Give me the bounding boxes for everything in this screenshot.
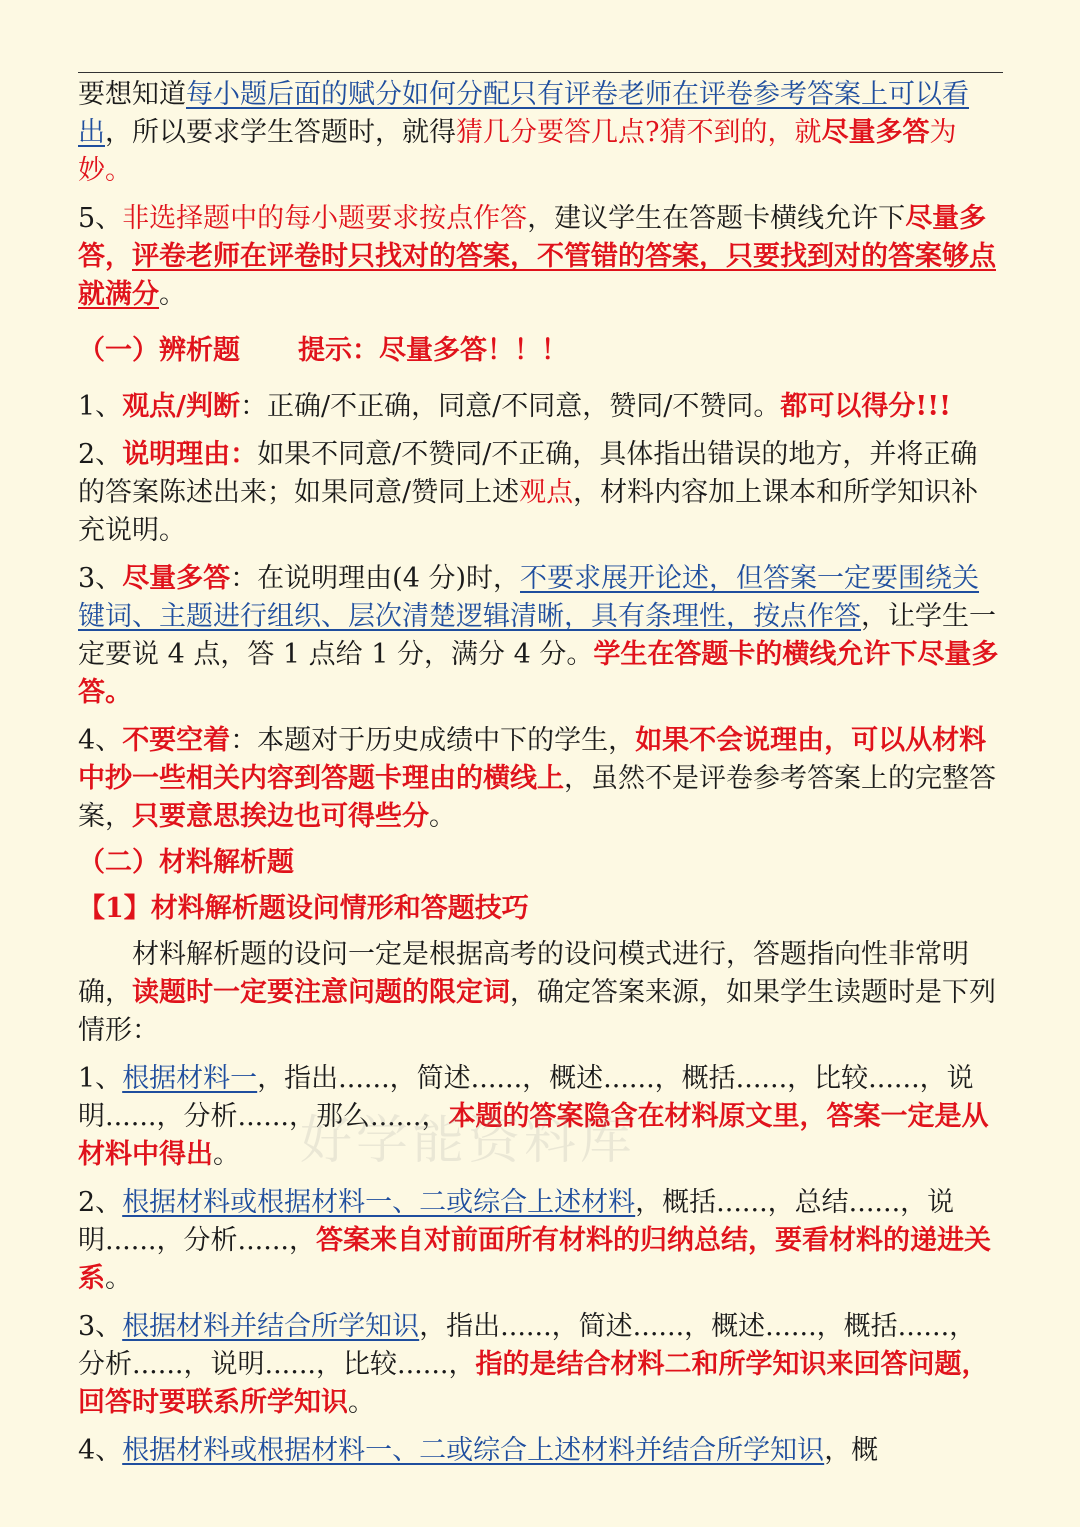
section-heading-cailiao: （二）材料解析题: [78, 847, 294, 878]
red-text: 非选择题中的每小题要求按点作答: [122, 203, 528, 234]
red-underlined-text: 评卷老师在评卷时只找对的答案，不管错的答案，只要找到对的答案够点就满分: [78, 241, 996, 310]
red-text: 为妙。: [78, 117, 957, 186]
text: ，确定答案来源，如果学生读题时是下列情形：: [78, 977, 996, 1046]
heading-tip: 提示：尽量多答！！！: [298, 335, 568, 366]
top-rule: [78, 72, 1003, 73]
red-bold-text: 尽量多答，: [78, 203, 987, 272]
red-bold-text: 本题的答案隐含在材料原文里，答案一定是从材料中得出: [78, 1101, 989, 1170]
red-text: 观点: [519, 477, 574, 508]
red-text: 猜几分要答几点?猜不到的，就: [456, 117, 822, 148]
underlined-text: 根据材料或根据材料一、二或综合上述材料: [122, 1187, 636, 1218]
text: ，概: [824, 1435, 879, 1466]
red-bold-text: 答案来自对前面所有材料的归纳总结，要看材料的递进关系: [78, 1225, 991, 1294]
item-number: 3、: [78, 1311, 123, 1342]
section-heading-bianxi: [78, 332, 1003, 370]
heading-text: （一）辨析题: [78, 335, 240, 366]
red-bold-text: 观点/判断: [122, 391, 241, 422]
underlined-text: 不要求展开论述，但答案一定要围绕关键词、主题进行组织、层次清楚逻辑清晰，具有条理性，按点作答: [78, 563, 980, 632]
material-item-3: [78, 1308, 1003, 1422]
item-number: 2、: [78, 439, 123, 470]
list-item-3: [78, 560, 1003, 712]
red-bold-text: 指的是结合材料二和所学知识来回答问题，回答时要联系所学知识: [78, 1349, 989, 1418]
red-bold-text: 如果不会说理由，可以从材料中抄一些相关内容到答题卡理由的横线上: [78, 725, 987, 794]
material-item-2: [78, 1184, 1003, 1298]
text: 要想知道: [78, 79, 186, 110]
text: ：在说明理由(4 分)时，: [230, 563, 521, 594]
underlined-text: 根据材料并结合所学知识: [122, 1311, 420, 1342]
watermark: 好学能资料库: [300, 1111, 637, 1171]
paragraph-intro-scoring: [78, 76, 1003, 190]
text: ，指出......，简述......，概述......，概括......，比较......，说明......，分析......，那么......，: [78, 1063, 974, 1132]
text: ，建议学生在答题卡横线允许下: [527, 203, 906, 234]
text: 。: [429, 801, 456, 832]
red-bold-text: 读题时一定要注意问题的限定词: [132, 977, 510, 1008]
text: ：正确/不正确，同意/不同意，赞同/不赞同。: [240, 391, 781, 422]
underlined-text: 根据材料或根据材料一、二或综合上述材料并结合所学知识: [122, 1435, 825, 1466]
text: ，让学生一定要说 4 点，答 1 点给 1 分，满分 4 分。: [78, 601, 996, 670]
text: 。: [159, 279, 186, 310]
text: ，概括......，总结......，说明......，分析......，: [78, 1187, 955, 1256]
text: ，所以要求学生答题时，就得: [105, 117, 456, 148]
item-number: 1、: [78, 391, 123, 422]
item-number: 1、: [78, 1063, 123, 1094]
item-number: 2、: [78, 1187, 123, 1218]
list-item-4: [78, 722, 1003, 836]
item-number: 3、: [78, 563, 123, 594]
red-bold-text: 只要意思挨边也可得些分: [132, 801, 429, 832]
text: 。: [213, 1139, 240, 1170]
text: 如果不同意/不赞同/不正确，具体指出错误的地方，并将正确的答案陈述出来；如果同意/赞同上述: [78, 439, 978, 508]
red-bold-text: 尽量多答: [821, 117, 930, 148]
red-bold-text: 学生在答题卡的横线允许下尽量多答。: [78, 639, 999, 708]
red-bold-text: 都可以得分!!!: [780, 391, 951, 422]
item-number: 4、: [78, 725, 123, 756]
paragraph-intro-material: [78, 936, 1003, 1050]
text: ，指出......，简述......，概述......，概括......，分析......，说明......，比较......，: [78, 1311, 977, 1380]
red-bold-text: 尽量多答: [122, 563, 231, 594]
text: 材料解析题的设问一定是根据高考的设问模式进行，答题指向性非常明确，: [78, 939, 969, 1008]
list-item-1: [78, 388, 1003, 426]
document-page: [78, 76, 1003, 1470]
item-number: 4、: [78, 1435, 123, 1466]
text: ，材料内容加上课本和所学知识补充说明。: [78, 477, 979, 546]
list-item-2: [78, 436, 1003, 550]
paragraph-item-5: [78, 200, 1003, 314]
material-item-4: [78, 1432, 1003, 1470]
text: ，虽然不是评卷参考答案上的完整答案，: [78, 763, 996, 832]
red-bold-text: 不要空着: [122, 725, 231, 756]
red-bold-text: 说明理由：: [122, 439, 258, 470]
item-number: 5、: [78, 203, 123, 234]
underlined-text: 每小题后面的赋分如何分配只有评卷老师在评卷参考答案上可以看出: [78, 79, 969, 148]
text: ：本题对于历史成绩中下的学生，: [230, 725, 636, 756]
text: 。: [105, 1263, 132, 1294]
underlined-text: 根据材料一: [122, 1063, 258, 1094]
material-item-1: [78, 1060, 1003, 1174]
text: 。: [348, 1387, 375, 1418]
subsection-heading: 【1】材料解析题设问情形和答题技巧: [78, 893, 529, 924]
